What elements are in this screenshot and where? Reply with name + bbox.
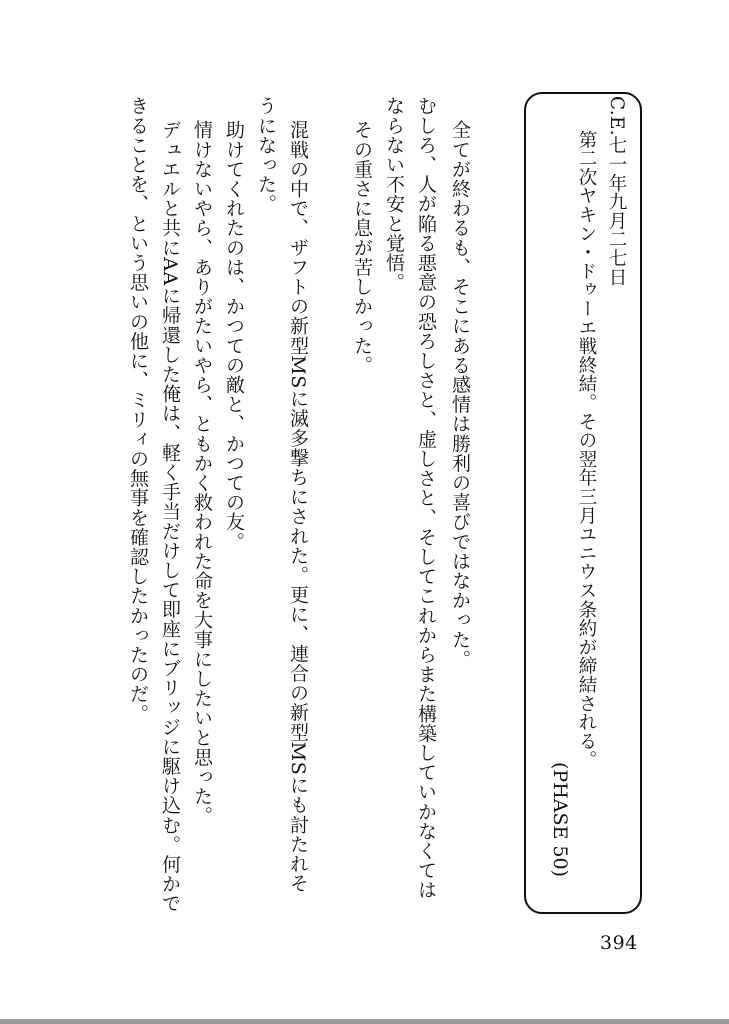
body-text-line: 助けてくれたのは、かつての敵と、かつての友。 (223, 120, 245, 552)
body-text-line: うになった。 (255, 96, 277, 214)
note-event-line: 第二次ヤキン・ドゥーエ戦終結。その翌年三月ユニウス条約が締結される。 (576, 130, 597, 770)
body-text-line: その重さに息が苦しかった。 (351, 120, 373, 375)
bottom-edge-divider (0, 1019, 729, 1024)
note-source-label: (PHASE 50) (549, 762, 571, 878)
body-text-line: 情けないやら、ありがたいやら、ともかく救われた命を大事にしたいと思った。 (191, 120, 213, 826)
body-text-line: デュエルと共にAAに帰還した俺は、軽く手当だけして即座にブリッジに駆け込む。何かで (159, 120, 181, 914)
body-text-line: ならない不安と覚悟。 (383, 96, 405, 292)
body-text-line: きることを、という思いの他に、ミリィの無事を確認したかったのだ。 (127, 96, 149, 724)
body-text-line: むしろ、人が陥る悪意の恐ろしさと、虚しさと、そしてこれからまた構築していかなくては (415, 96, 437, 900)
page-number: 394 (600, 932, 638, 954)
note-date-line: C.E.七一年九月二七日 (606, 96, 627, 287)
body-text-line: 全てが終わるも、そこにある感情は勝利の喜びではなかった。 (449, 120, 471, 669)
body-text-line: 混戦の中で、ザフトの新型MSに滅多撃ちにされた。更に、連合の新型MSにも討たれそ (287, 120, 309, 893)
